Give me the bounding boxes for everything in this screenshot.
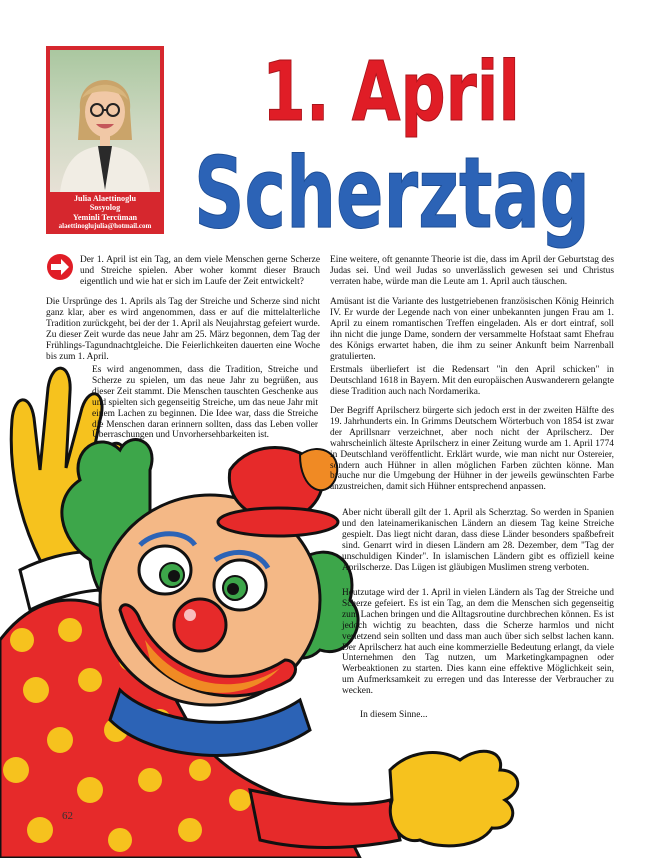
paragraph-assumed: Es wird angenommen, dass die Tradition, Streiche und Scherze zu spielen, um das neue Jahr zu begrüßen, aus dieser Zeit stammt. Die Menschen tauschten Geschenke aus und spielten sich gegenseitig Streiche, um das neue Jahr mit einem Lachen zu beginnen. Die Idee war, dass die Streiche die Menschen daran erinnern sollten, dass das Leben voller Überraschungen und Unvorhersehbarkeiten ist.: [92, 365, 318, 441]
clown-right-hand: [390, 751, 518, 846]
paragraph-origins: Die Ursprünge des 1. Aprils als Tag der Streiche und Scherze sind nicht ganz klar, aber es wird angenommen, dass er auf die mittelalterliche Tradition zurückgeht, bei der der 1. April als Neujahrstag gefeiert wurde. Zu dieser Zeit wurde das neue Jahr am 25. März begonnen, dem Tag der Frühlings-Tagundnachtgleiche. Die Feierlichkeiten dauerten eine Woche bis zum 1. April.: [46, 297, 320, 362]
clown-hat: [218, 448, 338, 537]
paragraph-today: Heutzutage wird der 1. April in vielen Ländern als Tag der Streiche und Scherze gefeiert. Es ist ein Tag, an dem die Menschen sich gegenseitig zum Lachen bringen und die Alltagsroutine durchbrechen können. Es ist jedoch wichtig zu beachten, dass die Scherze harmlos und nicht verletzend sein sollten und dass man auch über sich selbst lachen kann. Der Aprilscherz hat auch eine kommerzielle Bedeutung erlangt, da viele Unternehmen den Tag nutzen, um Marketingkampagnen oder Werbeaktionen zu starten. Dies kann eine effektive Möglichkeit sein, um Aufmerksamkeit zu erregen und das Interesse der Verbraucher zu wecken.: [342, 588, 614, 697]
author-card: [46, 46, 164, 234]
paragraph-bavaria: Erstmals überliefert ist die Redensart "in den April schicken" in Deutschland 1618 in Bayern. Mit den europäischen Auswanderern gelangte diese Tradition auch nach Nordamerika.: [330, 365, 614, 397]
author-photo: [50, 50, 160, 192]
paragraph-judas: Eine weitere, oft genannte Theorie ist die, dass im April der Geburtstag des Judas sei. Und weil Judas so unverlässlich gewesen sei und Christus verraten habe, würde man die Leute am 1. April auch täuschen.: [330, 255, 614, 287]
author-role-translator: Yeminli Tercüman: [72, 212, 138, 222]
paragraph-closing: In diesem Sinne...: [360, 710, 428, 720]
author-name: Julia Alaettinoglu: [73, 194, 137, 203]
paragraph-grimm: Der Begriff Aprilscherz bürgerte sich jedoch erst in der zweiten Hälfte des 19. Jahrhunderts ein. In Grimms Deutschem Wörterbuch von 1854 ist zwar der Aprillsnarr verzeichnet, aber noch nicht der Aprilscherz. Der wahrscheinlich älteste Aprilscherz in einer Zeitung wurde am 1. April 1774 in Deutschland veröffentlicht. Erklärt wurde, wie man nicht nur Ostereier, sondern auch Hühner in allen möglichen Farben züchten könne. Man brauche nur die Umgebung der Hühner in der jeweils gewünschten Farbe anzustreichen, damit sich Hühner entsprechend anpassen.: [330, 406, 614, 493]
paragraph-spain: Aber nicht überall gilt der 1. April als Scherztag. So werden in Spanien und den lateinamerikanischen Ländern an diesem Tag keine Streiche gespielt. Das liegt nicht daran, dass diese Länder besonders spaßbefreit sind. Genarrt wird in diesen Ländern am 28. Dezember, dem "Tag der unschuldigen Kinder". In islamischen Ländern gibt es offiziell keine Aprilscherze. Das Lügen ist gläubigen Muslimen streng verboten.: [342, 508, 614, 573]
title-1-april: 1. April: [262, 45, 520, 140]
clown-nose: [174, 599, 226, 651]
arrow-right-icon: [46, 253, 74, 281]
title-line-1: [262, 40, 522, 140]
title-line-2: [194, 135, 594, 251]
paragraph-intro: Der 1. April ist ein Tag, an dem viele Menschen gerne Scherze und Streiche spielen. Aber woher kommt dieser Brauch eigentlich und wie hat er sich im Laufe der Zeit entwickelt?: [80, 255, 320, 287]
paragraph-henry: Amüsant ist die Variante des lustgetriebenen französischen König Heinrich IV. Er wurde der Legende nach von einer unbekannten jungen Frau am 1. April zu einem romantischen Treffen eingeladen. Als er dort eintraf, soll ihn nicht die junge Dame, sondern der versammelte Hofstaat samt Ehefrau des Königs erwartet haben, die ihm zu seiner Ankunft beim Narrenball gratulierten.: [330, 297, 614, 362]
author-email[interactable]: alaettinoglujulia@hotmail.com: [58, 222, 152, 231]
page-number: 62: [62, 810, 73, 822]
author-role-sociologist: Sosyolog: [89, 203, 121, 213]
title-scherztag: Scherztag: [194, 137, 590, 251]
